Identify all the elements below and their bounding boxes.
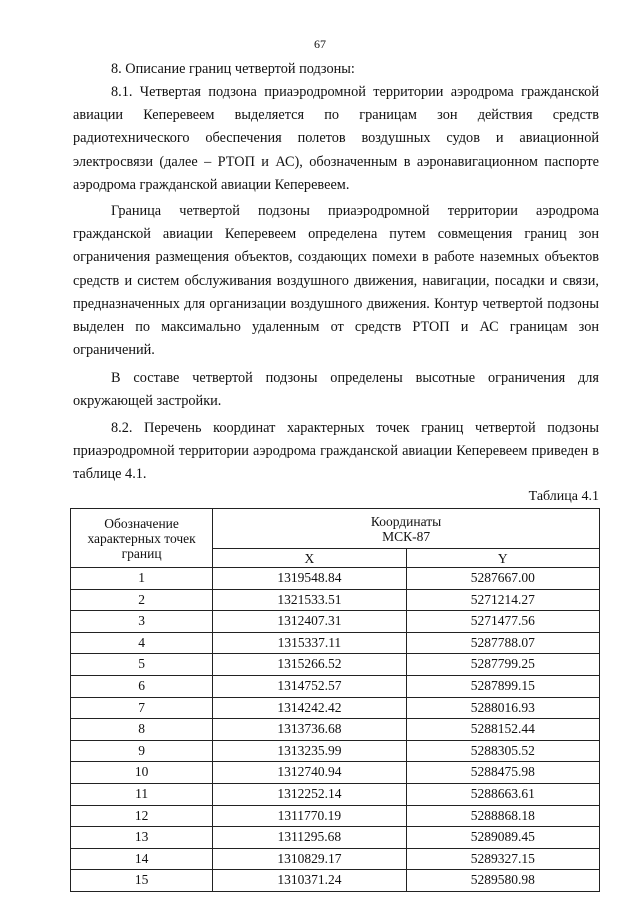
table-row [71,611,600,633]
header-y: Y [406,549,599,568]
y-coordinate-cell: 5287799.25 [406,654,599,676]
table-row [71,848,600,870]
table-row [71,870,600,892]
x-coordinate-cell: 1314242.42 [213,697,406,719]
x-coordinate-cell: 1315337.11 [213,632,406,654]
header-coordinates-title: Координаты [370,513,442,529]
x-coordinate-cell: 1312740.94 [213,762,406,784]
point-number-cell: 15 [71,870,213,892]
paragraph-boundary [73,200,599,362]
paragraph-text: Граница четвертой подзоны приаэродромной территории аэродрома гражданской авиации Кеперевеем определена путем совмещения границ зон ограничения размещения объектов, создающих помехи в работе наземных объектов средств и систем обслуживания воздушного движения, навигации, посадки и связи, предназначенных для организации воздушного движения. Контур четвертой подзоны выделен по максимально удаленным от средств РТОП и АС границам зон ограничений. [73,203,599,359]
table-row [71,740,600,762]
point-number-cell: 11 [71,783,213,805]
paragraph-8-2 [73,417,599,487]
point-number-cell: 14 [71,848,213,870]
y-coordinate-cell: 5288663.61 [406,783,599,805]
header-x: X [213,549,406,568]
header-point-name: Обозначение характерных точек границ [71,509,213,568]
point-number-cell: 8 [71,719,213,741]
y-coordinate-cell: 5287667.00 [406,568,599,590]
x-coordinate-cell: 1321533.51 [213,589,406,611]
x-coordinate-cell: 1315266.52 [213,654,406,676]
table-row [71,719,600,741]
point-number-cell: 2 [71,589,213,611]
point-number-cell: 1 [71,568,213,590]
table-row [71,675,600,697]
paragraph-text: В составе четвертой подзоны определены высотные ограничения для окружающей застройки. [73,370,599,410]
point-number-cell: 6 [71,675,213,697]
table-row [71,762,600,784]
y-coordinate-cell: 5271477.56 [406,611,599,633]
y-coordinate-cell: 5287899.15 [406,675,599,697]
table-row [71,589,600,611]
y-coordinate-cell: 5288152.44 [406,719,599,741]
y-coordinate-cell: 5288016.93 [406,697,599,719]
x-coordinate-cell: 1312252.14 [213,783,406,805]
x-coordinate-cell: 1311295.68 [213,827,406,849]
paragraph-height-limits [73,367,599,413]
point-number-cell: 13 [71,827,213,849]
paragraph-text: 8.1. Четвертая подзона приаэродромной территории аэродрома гражданской авиации Кеперевеем выделяется по границам зон действия средств радиотехнического обеспечения полетов воздушных судов и авиационной электросвязи (далее – РТОП и АС), обозначенным в аэронавигационном паспорте аэродрома гражданской авиации Кеперевеем. [73,84,599,193]
y-coordinate-cell: 5287788.07 [406,632,599,654]
x-coordinate-cell: 1314752.57 [213,675,406,697]
y-coordinate-cell: 5288868.18 [406,805,599,827]
y-coordinate-cell: 5288475.98 [406,762,599,784]
table-row [71,568,600,590]
x-coordinate-cell: 1313736.68 [213,719,406,741]
y-coordinate-cell: 5289327.15 [406,848,599,870]
table-row [71,654,600,676]
point-number-cell: 10 [71,762,213,784]
point-number-cell: 3 [71,611,213,633]
y-coordinate-cell: 5288305.52 [406,740,599,762]
paragraph-text: 8.2. Перечень координат характерных точек границ четвертой подзоны приаэродромной территории аэродрома гражданской авиации Кеперевеем приведен в таблице 4.1. [73,420,599,483]
point-number-cell: 7 [71,697,213,719]
x-coordinate-cell: 1310371.24 [213,870,406,892]
table-body [71,568,600,892]
coordinates-table [70,508,600,892]
table-row [71,805,600,827]
paragraph-8-1 [73,81,599,197]
page-number: 67 [314,37,326,51]
table-row [71,697,600,719]
y-coordinate-cell: 5289089.45 [406,827,599,849]
table-caption: Таблица 4.1 [528,489,599,504]
x-coordinate-cell: 1310829.17 [213,848,406,870]
x-coordinate-cell: 1313235.99 [213,740,406,762]
y-coordinate-cell: 5271214.27 [406,589,599,611]
x-coordinate-cell: 1312407.31 [213,611,406,633]
point-number-cell: 5 [71,654,213,676]
point-number-cell: 9 [71,740,213,762]
y-coordinate-cell: 5289580.98 [406,870,599,892]
table-row [71,827,600,849]
point-number-cell: 12 [71,805,213,827]
x-coordinate-cell: 1311770.19 [213,805,406,827]
header-coordinates [213,509,600,549]
table-row [71,632,600,654]
header-coordinate-system: МСК-87 [382,528,431,544]
section-heading: 8. Описание границ четвертой подзоны: [111,61,355,77]
table-row [71,783,600,805]
x-coordinate-cell: 1319548.84 [213,568,406,590]
point-number-cell: 4 [71,632,213,654]
